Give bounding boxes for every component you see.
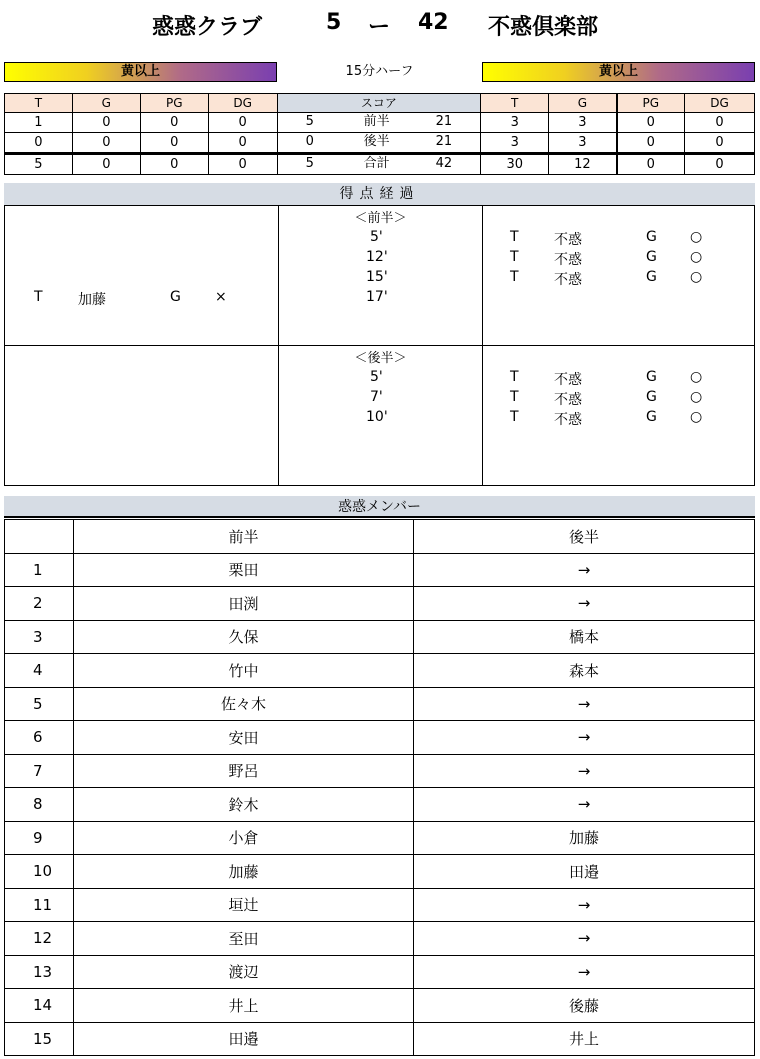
away-scorer: 不惑: [554, 232, 582, 248]
away-scorer: 不惑: [554, 412, 582, 428]
second-half-player: 田邉: [413, 855, 754, 889]
member-row: [5, 888, 755, 922]
first-half-player: 加藤: [73, 855, 413, 889]
first-half-player: 井上: [73, 989, 413, 1023]
total-score: [277, 154, 481, 175]
away-dg: 0: [684, 154, 754, 175]
away-g: 3: [549, 133, 617, 154]
second-half-player: →: [413, 553, 754, 587]
members-header-row: [5, 520, 755, 554]
away-t: 3: [481, 133, 549, 154]
score-dash: ー: [368, 15, 391, 40]
away-conversion-result: ○: [690, 269, 703, 285]
second-half-player: →: [413, 587, 754, 621]
score-time: 5': [370, 369, 383, 385]
home-jersey-bar: 黄以上: [4, 62, 277, 82]
away-score-type: T: [510, 389, 519, 405]
member-number: 6: [5, 721, 74, 755]
away-scorer: 不惑: [554, 392, 582, 408]
away-pg: 0: [617, 154, 685, 175]
home-dg: 0: [208, 113, 277, 133]
away-conversion: G: [646, 389, 657, 405]
member-number: 13: [5, 955, 74, 989]
second-half-player: →: [413, 922, 754, 956]
away-score-type: T: [510, 269, 519, 285]
second-half-player: 加藤: [413, 821, 754, 855]
second-half-player: 後藤: [413, 989, 754, 1023]
member-row: [5, 955, 755, 989]
scoreboard-row-total: [5, 154, 755, 175]
home-t: 0: [5, 133, 73, 154]
second-half-player: →: [413, 721, 754, 755]
away-score: 42: [418, 10, 449, 35]
score-time: 10': [366, 409, 388, 425]
first-half-player: 栗田: [73, 553, 413, 587]
second-half-player: 橋本: [413, 620, 754, 654]
member-number: 11: [5, 888, 74, 922]
away-scorer: 不惑: [554, 252, 582, 268]
member-row: [5, 620, 755, 654]
scoreboard-row-second-half: [5, 133, 755, 154]
member-row: [5, 855, 755, 889]
first-half-player: 野呂: [73, 754, 413, 788]
away-score-type: T: [510, 409, 519, 425]
second-half-label: ＜後半＞: [354, 351, 407, 366]
score-time: 15': [366, 269, 388, 285]
away-half-score: 21: [435, 114, 453, 129]
member-row: [5, 821, 755, 855]
members-table: [4, 519, 755, 1056]
away-total-score: 42: [435, 156, 453, 171]
member-number: 4: [5, 654, 74, 688]
away-jersey-bar: 黄以上: [482, 62, 755, 82]
member-row: [5, 788, 755, 822]
member-row: [5, 687, 755, 721]
away-scorer: 不惑: [554, 372, 582, 388]
home-score-type: T: [34, 289, 43, 305]
half-label: 後半: [363, 134, 390, 149]
scoreboard-table: [4, 93, 755, 175]
home-dg: 0: [208, 154, 277, 175]
first-half-player: 佐々木: [73, 687, 413, 721]
score-time: 5': [370, 229, 383, 245]
home-conversion-result: ×: [215, 289, 227, 305]
away-second-half-panel: [482, 345, 755, 486]
members-section-title: 惑惑メンバー: [4, 496, 755, 518]
home-scorer: 加藤: [78, 292, 106, 308]
away-conversion: G: [646, 269, 657, 285]
half-score: [277, 113, 481, 133]
home-half-score: 0: [305, 134, 314, 149]
away-half-score: 21: [435, 134, 453, 149]
score-time: 17': [366, 289, 388, 305]
away-score-type: T: [510, 229, 519, 245]
away-t: 30: [481, 154, 549, 175]
away-conversion: G: [646, 369, 657, 385]
second-half-header: 後半: [413, 520, 754, 554]
second-half-player: 井上: [413, 1022, 754, 1056]
member-number: 3: [5, 620, 74, 654]
number-header: [5, 520, 74, 554]
away-conversion-result: ○: [690, 249, 703, 265]
member-number: 7: [5, 754, 74, 788]
first-half-player: 至田: [73, 922, 413, 956]
score-time: 12': [366, 249, 388, 265]
scoreboard-row-first-half: [5, 113, 755, 133]
col-header-dg: DG: [208, 94, 277, 113]
col-header-g: G: [549, 94, 617, 113]
member-row: [5, 654, 755, 688]
away-pg: 0: [617, 133, 685, 154]
home-team-name: 惑惑クラブ: [152, 15, 263, 40]
away-score-type: T: [510, 249, 519, 265]
first-half-player: 田邉: [73, 1022, 413, 1056]
away-dg: 0: [684, 113, 754, 133]
col-header-pg: PG: [617, 94, 685, 113]
away-conversion: G: [646, 249, 657, 265]
first-half-player: 竹中: [73, 654, 413, 688]
home-second-half-panel: [4, 345, 279, 486]
away-conversion: G: [646, 409, 657, 425]
second-half-player: →: [413, 955, 754, 989]
member-row: [5, 721, 755, 755]
first-half-player: 渡辺: [73, 955, 413, 989]
home-g: 0: [72, 133, 140, 154]
half-score: [277, 133, 481, 154]
home-total-score: 5: [305, 156, 314, 171]
away-conversion-result: ○: [690, 409, 703, 425]
first-half-label: ＜前半＞: [354, 211, 407, 226]
second-half-player: →: [413, 788, 754, 822]
home-score: 5: [326, 10, 342, 35]
first-half-player: 安田: [73, 721, 413, 755]
first-half-player: 鈴木: [73, 788, 413, 822]
home-first-half-panel: [4, 205, 279, 346]
second-half-player: 森本: [413, 654, 754, 688]
first-half-player: 田渕: [73, 587, 413, 621]
home-conversion: G: [170, 289, 181, 305]
first-half-player: 小倉: [73, 821, 413, 855]
member-number: 9: [5, 821, 74, 855]
member-number: 14: [5, 989, 74, 1023]
member-row: [5, 922, 755, 956]
half-label: 前半: [363, 114, 390, 129]
away-dg: 0: [684, 133, 754, 154]
match-format: 15分ハーフ: [345, 64, 414, 79]
col-header-score: スコア: [277, 94, 481, 113]
first-half-player: 久保: [73, 620, 413, 654]
away-first-half-panel: [482, 205, 755, 346]
home-dg: 0: [208, 133, 277, 154]
member-number: 5: [5, 687, 74, 721]
member-row: [5, 1022, 755, 1056]
member-number: 1: [5, 553, 74, 587]
first-half-header: 前半: [73, 520, 413, 554]
member-row: [5, 553, 755, 587]
second-half-player: →: [413, 888, 754, 922]
away-t: 3: [481, 113, 549, 133]
home-pg: 0: [140, 154, 208, 175]
scoring-section-title: 得点経過: [4, 183, 755, 205]
first-half-player: 垣辻: [73, 888, 413, 922]
home-pg: 0: [140, 113, 208, 133]
col-header-dg: DG: [684, 94, 754, 113]
score-time: 7': [370, 389, 383, 405]
total-label: 合計: [363, 156, 390, 171]
away-team-name: 不惑倶楽部: [488, 15, 599, 40]
scoreboard-header-row: [5, 94, 755, 113]
home-half-score: 5: [305, 114, 314, 129]
member-row: [5, 587, 755, 621]
member-row: [5, 989, 755, 1023]
col-header-t: T: [481, 94, 549, 113]
away-g: 3: [549, 113, 617, 133]
second-half-player: →: [413, 687, 754, 721]
home-g: 0: [72, 154, 140, 175]
home-t: 1: [5, 113, 73, 133]
col-header-g: G: [72, 94, 140, 113]
member-number: 12: [5, 922, 74, 956]
home-g: 0: [72, 113, 140, 133]
home-pg: 0: [140, 133, 208, 154]
member-number: 8: [5, 788, 74, 822]
second-half-player: →: [413, 754, 754, 788]
away-score-type: T: [510, 369, 519, 385]
away-scorer: 不惑: [554, 272, 582, 288]
away-pg: 0: [617, 113, 685, 133]
col-header-pg: PG: [140, 94, 208, 113]
away-g: 12: [549, 154, 617, 175]
away-conversion: G: [646, 229, 657, 245]
member-row: [5, 754, 755, 788]
match-title: [0, 6, 760, 40]
member-number: 10: [5, 855, 74, 889]
home-t: 5: [5, 154, 73, 175]
away-conversion-result: ○: [690, 229, 703, 245]
away-conversion-result: ○: [690, 389, 703, 405]
away-conversion-result: ○: [690, 369, 703, 385]
col-header-t: T: [5, 94, 73, 113]
member-number: 2: [5, 587, 74, 621]
member-number: 15: [5, 1022, 74, 1056]
